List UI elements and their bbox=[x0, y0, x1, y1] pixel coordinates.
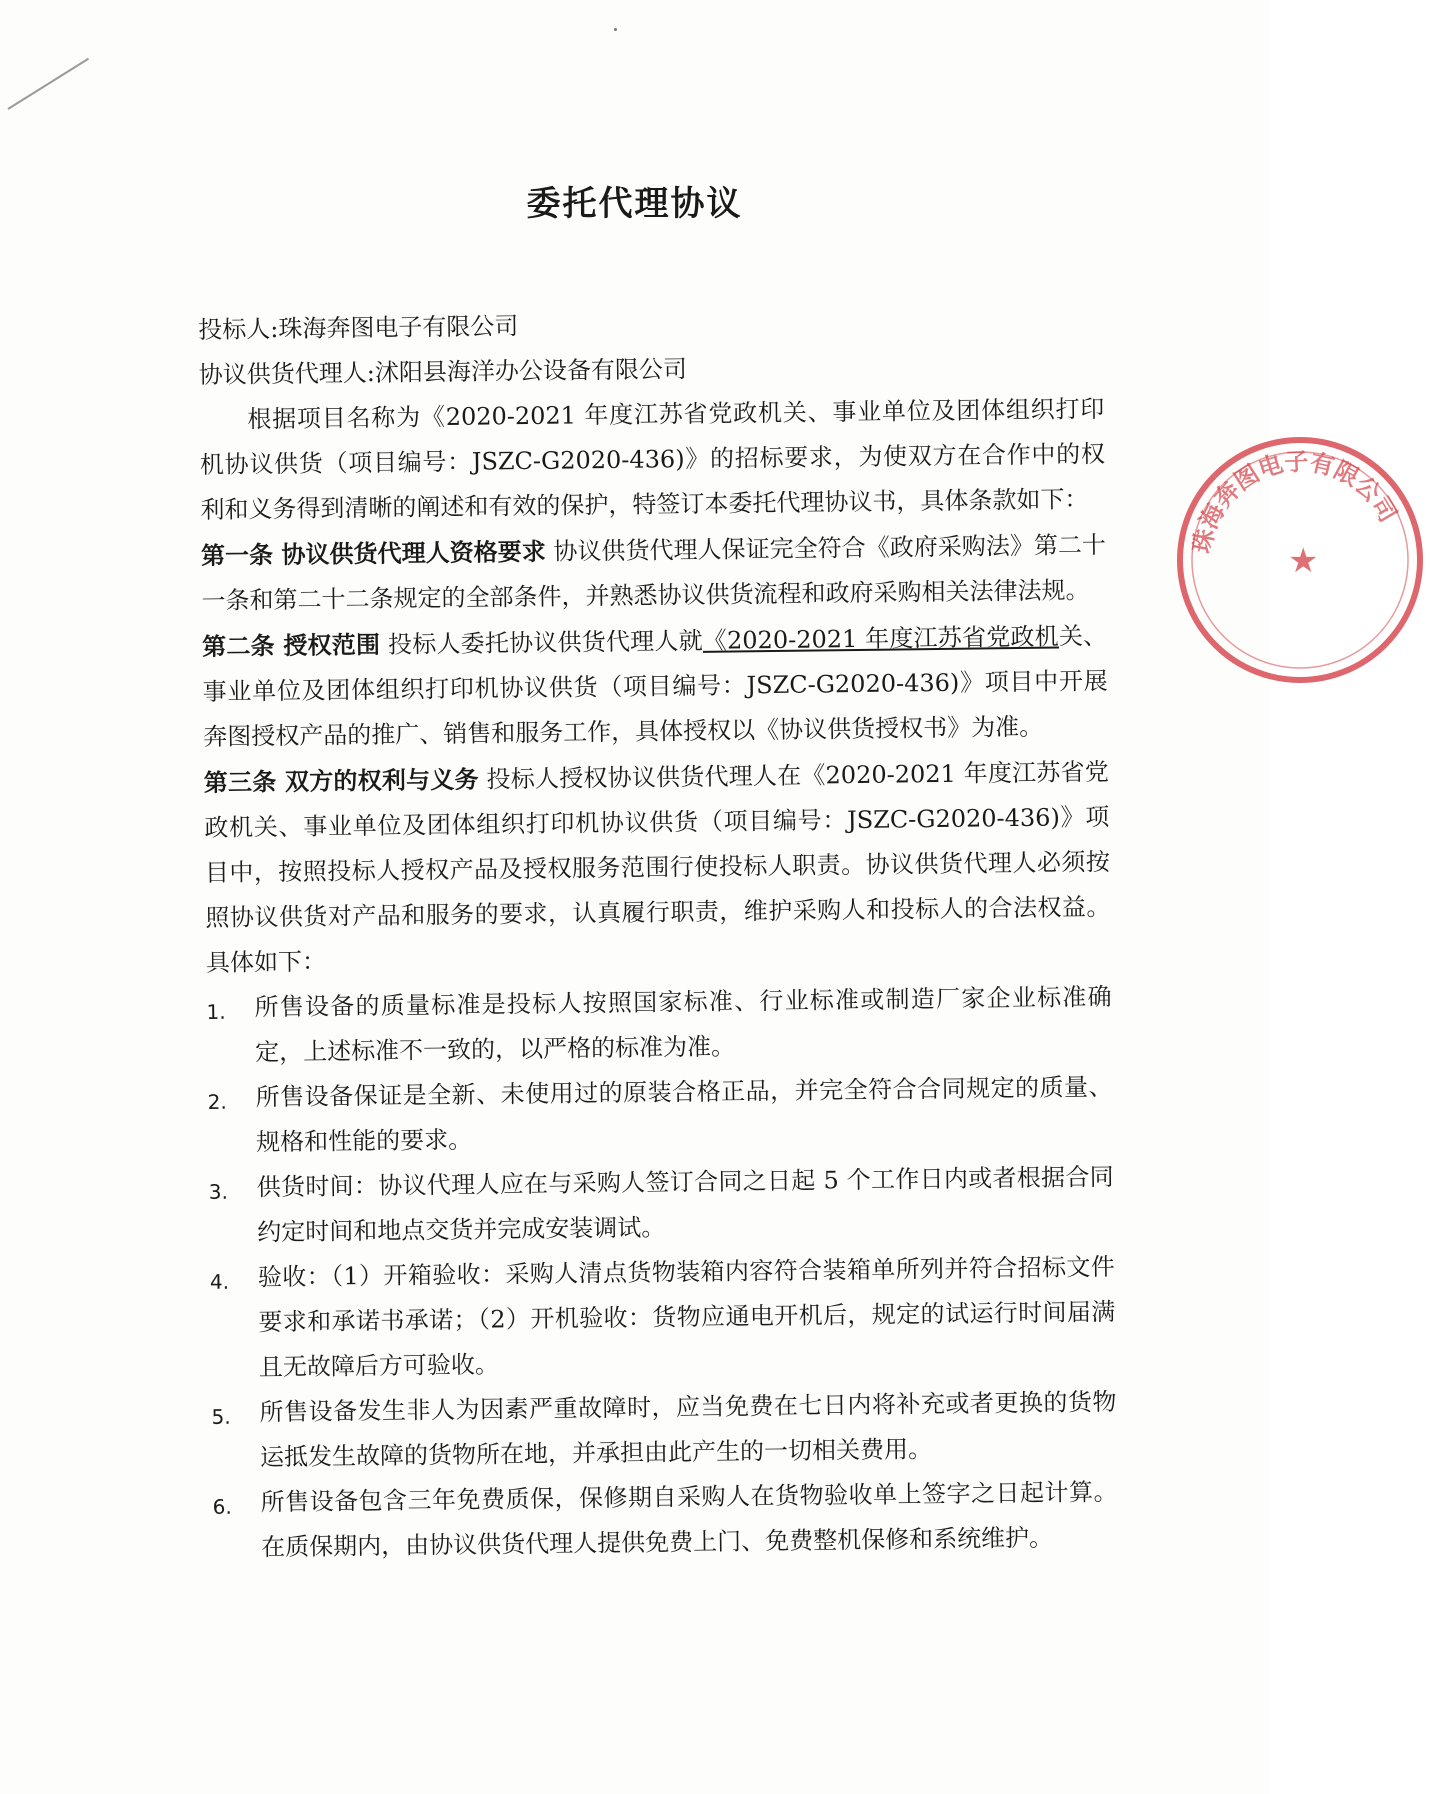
list-item bbox=[211, 1380, 1117, 1481]
list-item-text: 供货时间：协议代理人应在与采购人签订合同之日起 5 个工作日内或者根据合同约定时间和地点交货并完成安装调试。 bbox=[256, 1162, 1114, 1247]
bidder-line: 投标人:珠海奔图电子有限公司 bbox=[198, 312, 519, 344]
article-2-heading: 第二条 授权范围 bbox=[201, 629, 381, 661]
list-item-text: 所售设备包含三年免费质保，保修期自采购人在货物验收单上签字之日起计算。在质保期内，由协议供货代理人提供免费上门、免费整机保修和系统维护。 bbox=[260, 1477, 1118, 1562]
article-2 bbox=[202, 613, 1109, 760]
article-2-underlined-text: 《2020-2021 年度江苏省党政机 bbox=[702, 622, 1060, 655]
list-item-number: 6. bbox=[212, 1494, 232, 1519]
article-2-text-start: 投标人委托协议供货代理人就 bbox=[387, 626, 704, 659]
list-item-number: 3. bbox=[208, 1179, 229, 1204]
company-seal-stamp bbox=[1170, 430, 1430, 690]
seal-arc-text: 珠海奔图电子有限公司 bbox=[1186, 446, 1404, 556]
list-item bbox=[206, 975, 1112, 1076]
document-title: 委托代理协议 bbox=[526, 184, 743, 224]
article-2-text-end: 关、事业单位及团体组织打印机协议供货（项目编号：JSZC-G2020-436)》项目中开展奔图授权产品的推广、销售和服务工作，具体授权以《协议供货授权书》为准。 bbox=[202, 621, 1108, 751]
agent-line: 协议供货代理人:沭阳县海洋办公设备有限公司 bbox=[198, 355, 688, 389]
article-3-heading: 第三条 双方的权利与义务 bbox=[203, 764, 479, 797]
article-1-text: 协议供货代理人保证完全符合《政府采购法》第二十一条和第二十二条规定的全部条件，并熟悉协议供货流程和政府采购相关法律法规。 bbox=[201, 530, 1107, 615]
scan-line-mark bbox=[7, 58, 89, 110]
obligations-list bbox=[206, 975, 1118, 1571]
list-item-number: 2. bbox=[207, 1089, 227, 1114]
scan-dot bbox=[614, 28, 617, 31]
seal-star-icon: ★ bbox=[1288, 541, 1319, 581]
document-body bbox=[198, 297, 1118, 1571]
intro-paragraph: 根据项目名称为《2020-2021 年度江苏省党政机关、事业单位及团体组织打印机协议供货（项目编号：JSZC-G2020-436)》的招标要求，为使双方在合作中的权利和义务得到清晰的阐述和有效的保护，特签订本委托代理协议书，具体条款如下： bbox=[199, 394, 1106, 524]
list-item-text: 所售设备发生非人为因素严重故障时，应当免费在七日内将补充或者更换的货物运抵发生故障的货物所在地，并承担由此产生的一切相关费用。 bbox=[259, 1387, 1117, 1472]
list-item-number: 4. bbox=[209, 1269, 230, 1294]
list-item bbox=[210, 1245, 1117, 1391]
article-1 bbox=[201, 522, 1107, 624]
list-item-number: 5. bbox=[211, 1404, 231, 1429]
article-3-text: 投标人授权协议供货代理人在《2020-2021 年度江苏省党政机关、事业单位及团体组织打印机协议供货（项目编号：JSZC-G2020-436)》项目中，按照投标人授权产品及授权服务范围行使投标人职责。协议供货代理人必须按照协议供货对产品和服务的要求，认真履行职责，维护采购人和投标人的合法权益。具体如下： bbox=[204, 757, 1111, 977]
list-item-text: 所售设备保证是全新、未使用过的原装合格正品，并完全符合合同规定的质量、规格和性能的要求。 bbox=[255, 1072, 1113, 1157]
list-item-text: 验收：（1）开箱验收：采购人清点货物装箱内容符合装箱单所列并符合招标文件要求和承诺书承诺；（2）开机验收：货物应通电开机后，规定的试运行时间届满且无故障后方可验收。 bbox=[257, 1252, 1116, 1382]
list-item bbox=[207, 1065, 1113, 1166]
article-1-heading: 第一条 协议供货代理人资格要求 bbox=[200, 536, 546, 570]
article-3 bbox=[204, 749, 1112, 986]
list-item bbox=[212, 1470, 1118, 1571]
list-item-number: 1. bbox=[206, 999, 226, 1024]
list-item-text: 所售设备的质量标准是投标人按照国家标准、行业标准或制造厂家企业标准确定，上述标准不一致的，以严格的标准为准。 bbox=[254, 982, 1112, 1067]
list-item bbox=[208, 1155, 1114, 1256]
